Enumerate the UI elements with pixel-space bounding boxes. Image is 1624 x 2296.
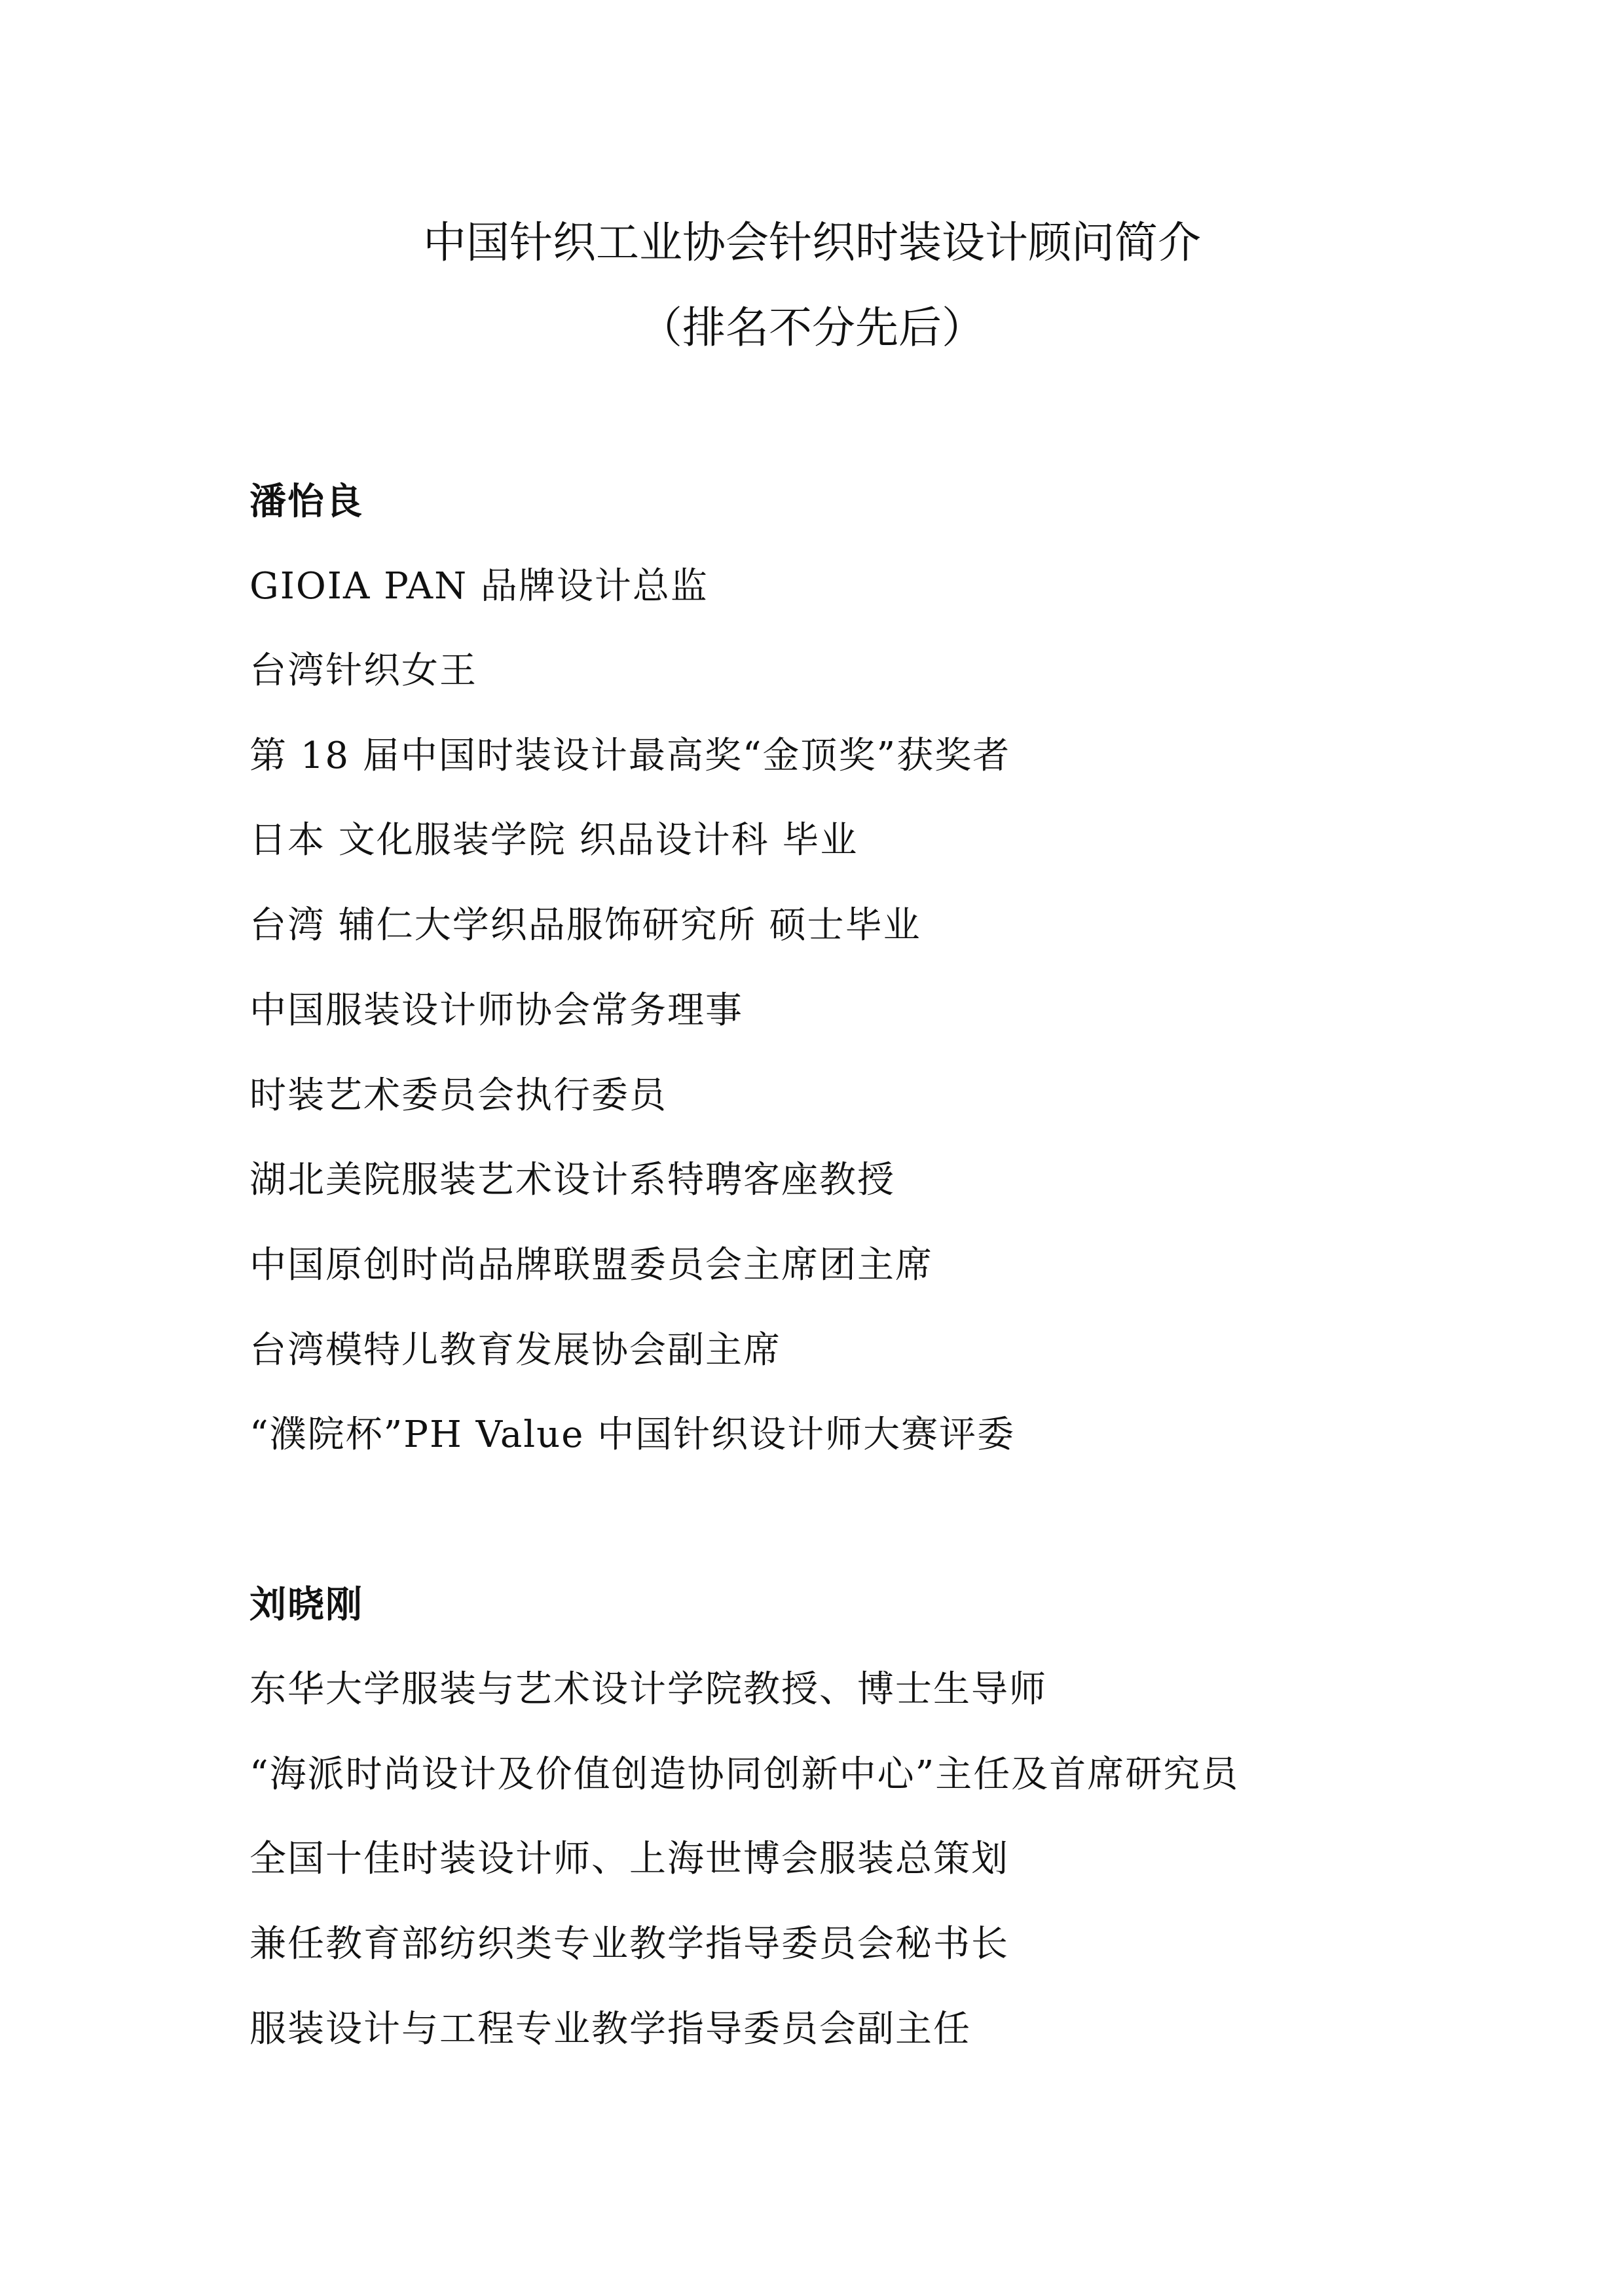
advisor-detail: 台湾 辅仁大学织品服饰研究所 硕士毕业 xyxy=(249,904,921,947)
advisor-detail: 中国服装设计师协会常务理事 xyxy=(249,989,743,1032)
advisor-detail: “海派时尚设计及价值创造协同创新中心”主任及首席研究员 xyxy=(249,1753,1240,1796)
advisor-detail: 兼任教育部纺织类专业教学指导委员会秘书长 xyxy=(249,1923,1009,1965)
advisor-detail: 湖北美院服装艺术设计系特聘客座教授 xyxy=(249,1159,895,1201)
advisor-detail: 第 18 届中国时装设计最高奖“金顶奖”获奖者 xyxy=(249,735,1011,777)
document-subtitle: （排名不分先后） xyxy=(639,302,985,353)
advisor-detail: 中国原创时尚品牌联盟委员会主席团主席 xyxy=(249,1244,933,1286)
advisor-detail: 台湾模特儿教育发展协会副主席 xyxy=(249,1329,781,1372)
advisor-name: 刘晓刚 xyxy=(249,1583,363,1626)
advisor-detail: 全国十佳时装设计师、上海世博会服装总策划 xyxy=(249,1838,1009,1880)
advisor-detail: 服装设计与工程专业教学指导委员会副主任 xyxy=(249,2008,971,2050)
document-title: 中国针织工业协会针织时装设计顾问简介 xyxy=(423,217,1201,268)
advisor-detail: “濮院杯”PH Value 中国针织设计师大赛评委 xyxy=(249,1413,1016,1456)
advisor-detail: 东华大学服装与艺术设计学院教授、博士生导师 xyxy=(249,1668,1047,1711)
advisor-detail: 台湾针织女王 xyxy=(249,649,477,692)
advisor-detail: 日本 文化服装学院 织品设计科 毕业 xyxy=(249,819,858,862)
advisor-detail: GIOIA PAN 品牌设计总监 xyxy=(249,565,709,608)
advisor-name: 潘怡良 xyxy=(249,480,363,523)
advisor-detail: 时装艺术委员会执行委员 xyxy=(249,1074,667,1117)
